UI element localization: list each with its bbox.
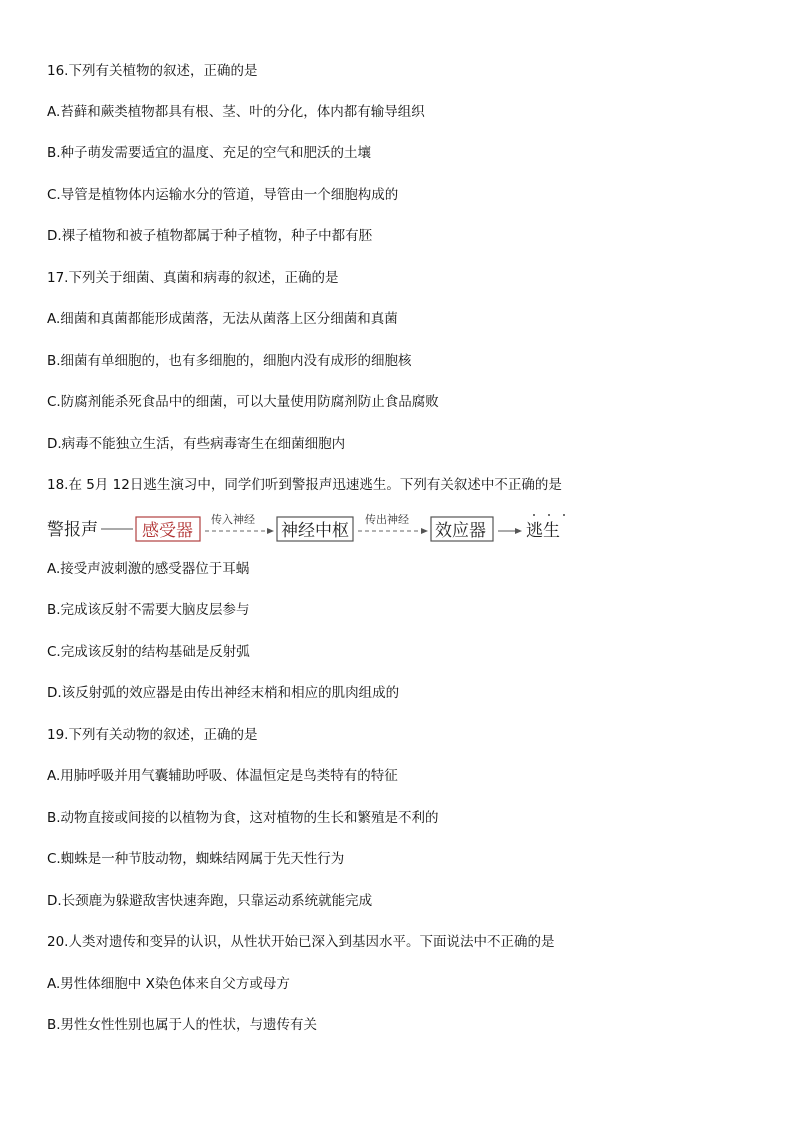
question-20-option-b: B.男性女性性别也属于人的性状，与遗传有关 (47, 1017, 318, 1033)
question-18-option-b: B.完成该反射不需要大脑皮层参与 (47, 602, 250, 618)
question-19-option-a: A.用肺呼吸并用气囊辅助呼吸、体温恒定是鸟类特有的特征 (47, 768, 398, 784)
reflex-arc-diagram (45, 512, 575, 546)
question-16-option-b: B.种子萌发需要适宜的温度、充足的空气和肥沃的土壤 (47, 145, 372, 161)
question-20-stem: 20.人类对遗传和变异的认识，从性状开始已深入到基因水平。下面说法中不正确的是 (47, 934, 555, 950)
question-19-stem: 19.下列有关动物的叙述，正确的是 (47, 727, 258, 743)
receptor-label: 感受器 (142, 521, 193, 541)
nerve-center-label: 神经中枢 (281, 521, 349, 541)
question-16-stem: 16.下列有关植物的叙述，正确的是 (47, 63, 258, 79)
question-18-option-a: A.接受声波刺激的感受器位于耳蜗 (47, 561, 250, 577)
afferent-nerve-label: 传入神经 (211, 513, 255, 526)
question-19-option-d: D.长颈鹿为躲避敌害快速奔跑，只靠运动系统就能完成 (47, 893, 373, 909)
question-18-option-d: D.该反射弧的效应器是由传出神经末梢和相应的肌肉组成的 (47, 685, 400, 701)
question-18-option-c: C.完成该反射的结构基础是反射弧 (47, 644, 250, 660)
question-17-option-d: D.病毒不能独立生活，有些病毒寄生在细菌细胞内 (47, 436, 346, 452)
question-20-option-a: A.男性体细胞中 X染色体来自父方或母方 (47, 976, 290, 992)
question-19-option-c: C.蜘蛛是一种节肢动物，蜘蛛结网属于先天性行为 (47, 851, 345, 867)
question-17-option-c: C.防腐剂能杀死食品中的细菌，可以大量使用防腐剂防止食品腐败 (47, 394, 439, 410)
question-19-option-b: B.动物直接或间接的以植物为食，这对植物的生长和繁殖是不利的 (47, 810, 439, 826)
question-16-option-a: A.苔藓和蕨类植物都具有根、茎、叶的分化，体内都有输导组织 (47, 104, 425, 120)
question-17-option-b: B.细菌有单细胞的，也有多细胞的，细胞内没有成形的细胞核 (47, 353, 412, 369)
question-16-option-d: D.裸子植物和被子植物都属于种子植物，种子中都有胚 (47, 228, 373, 244)
efferent-nerve-label: 传出神经 (365, 513, 409, 526)
question-17-option-a: A.细菌和真菌都能形成菌落，无法从菌落上区分细菌和真菌 (47, 311, 398, 327)
question-17-stem: 17.下列关于细菌、真菌和病毒的叙述，正确的是 (47, 270, 339, 286)
effector-label: 效应器 (435, 521, 486, 541)
diagram-start-label: 警报声 (47, 520, 98, 540)
diagram-end-label: 逃生 (526, 521, 560, 541)
question-18-stem: 18.在 5月 12日逃生演习中，同学们听到警报声迅速逃生。下列有关叙述中不正确的是 (47, 477, 562, 493)
question-16-option-c: C.导管是植物体内运输水分的管道，导管由一个细胞构成的 (47, 187, 399, 203)
